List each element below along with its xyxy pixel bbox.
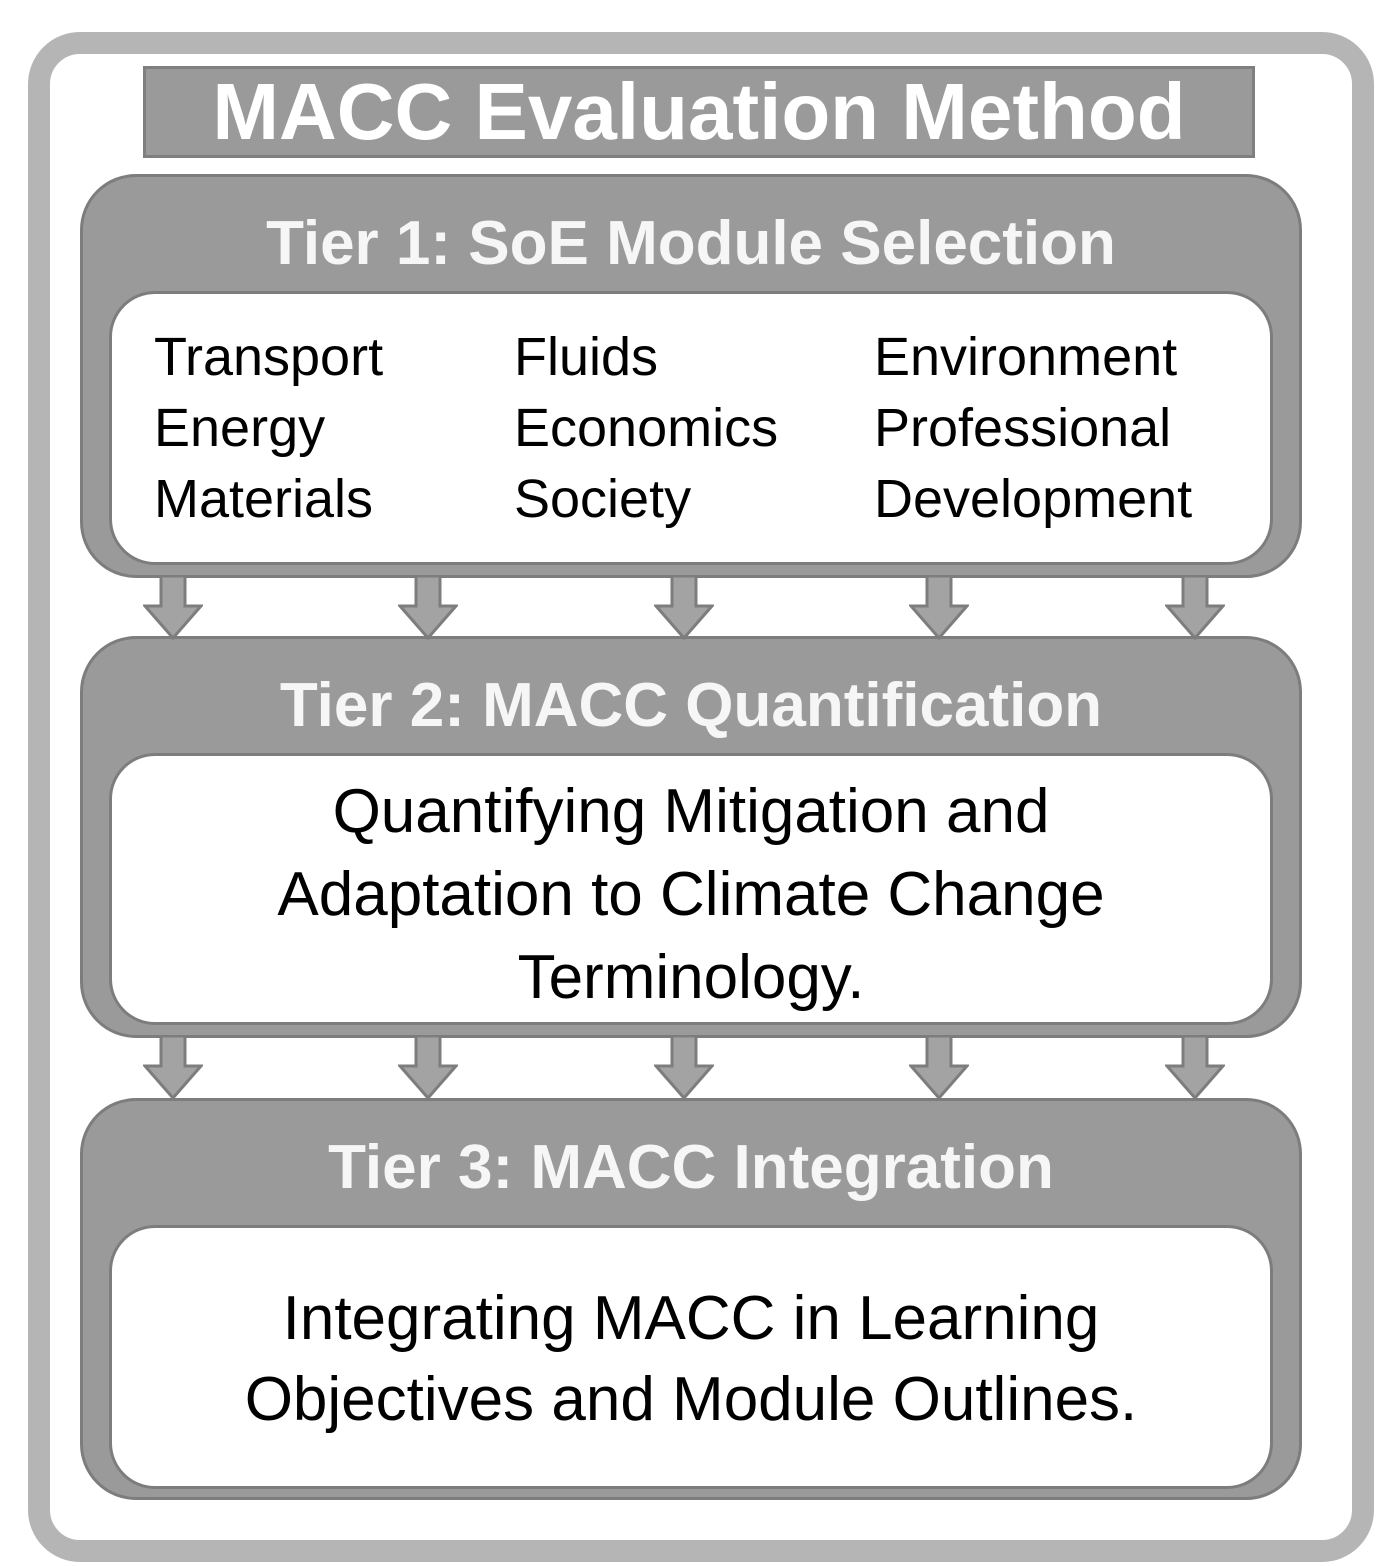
down-arrow-icon: [909, 1036, 969, 1100]
down-arrow-icon: [1165, 1036, 1225, 1100]
module-item: Transport: [154, 327, 384, 387]
description-line: Objectives and Module Outlines.: [244, 1365, 1138, 1434]
module-item: Society: [514, 469, 692, 529]
module-column-1: [154, 322, 383, 535]
module-item: Development: [874, 469, 1193, 529]
tier-3-content: [109, 1225, 1273, 1489]
tier-2-title: Tier 2: MACC Quantification: [279, 671, 1103, 740]
diagram-title: MACC Evaluation Method: [143, 66, 1255, 158]
description-line: Adaptation to Climate Change: [277, 860, 1105, 929]
down-arrow-icon: [654, 576, 714, 640]
tier-1-title: Tier 1: SoE Module Selection: [266, 209, 1116, 278]
tier-2-box: [80, 636, 1302, 1038]
down-arrow-icon: [398, 1036, 458, 1100]
down-arrow-icon: [143, 1036, 203, 1100]
tier-3-description: [112, 1278, 1270, 1440]
tier-2-description: [112, 770, 1270, 1019]
down-arrow-icon: [1165, 576, 1225, 640]
module-item: Economics: [514, 398, 779, 458]
tier-2-content: [109, 753, 1273, 1025]
tier-3-box: [80, 1098, 1302, 1500]
description-line: Terminology.: [517, 943, 865, 1012]
down-arrow-icon: [398, 576, 458, 640]
module-item: Materials: [154, 469, 374, 529]
module-item: Professional: [874, 398, 1172, 458]
down-arrow-icon: [143, 576, 203, 640]
module-item: Energy: [154, 398, 326, 458]
module-column-3: [874, 322, 1192, 535]
module-item: Fluids: [514, 327, 659, 387]
tier-1-box: [80, 174, 1302, 578]
module-column-2: [514, 322, 778, 535]
module-list: [112, 322, 1270, 562]
module-item: Environment: [874, 327, 1178, 387]
tier-3-title: Tier 3: MACC Integration: [328, 1133, 1054, 1202]
description-line: Quantifying Mitigation and: [332, 777, 1050, 846]
description-line: Integrating MACC in Learning: [282, 1284, 1100, 1353]
down-arrow-icon: [909, 576, 969, 640]
down-arrow-icon: [654, 1036, 714, 1100]
tier-1-content: [109, 291, 1273, 565]
